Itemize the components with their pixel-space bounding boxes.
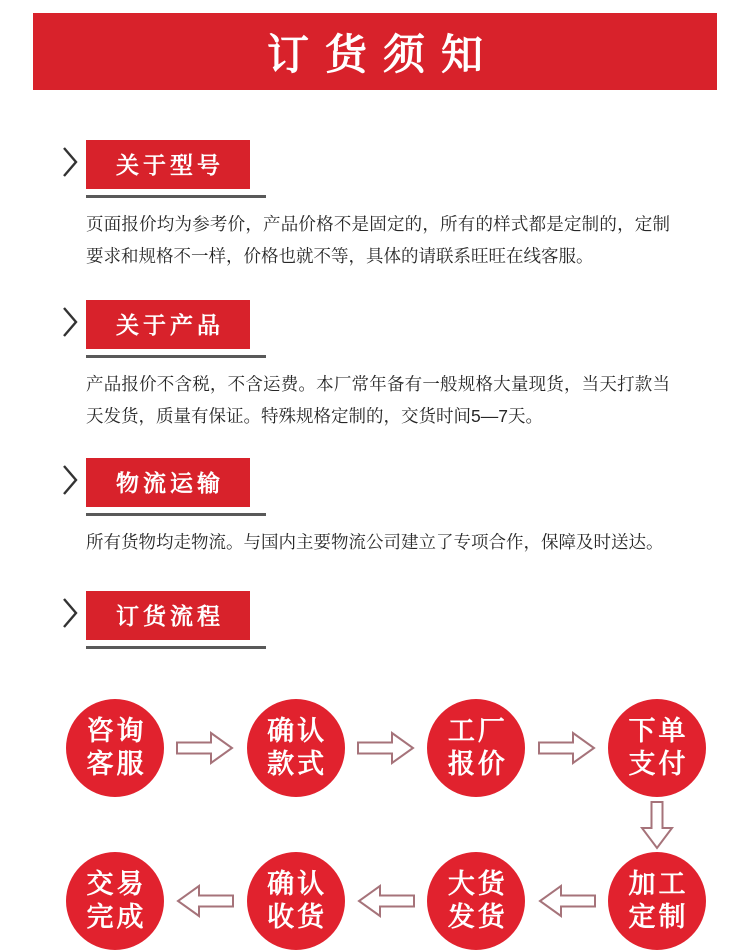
section-badge: 关于型号 [86,140,250,189]
section-product [62,300,750,432]
chevron-right-icon [62,142,80,182]
flow-step-deal-complete [66,852,164,950]
section-header [62,300,750,358]
page-title: 订货须知 [266,30,499,78]
flow-step-label: 咨询 [86,715,147,746]
order-notice-page [0,13,750,932]
flow-row-forward [66,699,706,797]
flow-step-confirm-style [247,699,345,797]
flow-step-label: 确认 [267,868,328,899]
section-body-text: 产品报价不含税，不含运费。本厂常年备有一般规格大量现货，当天打款当天发货，质量有保证。特殊规格定制的，交货时间5—7天。 [86,374,670,426]
section-header [62,458,750,516]
arrow-right-icon [356,728,416,768]
section-badge-underline [86,591,266,649]
flow-step-label: 报价 [447,748,508,779]
flow-step-bulk-ship [427,852,525,950]
flow-step-label: 大货 [447,868,508,899]
flow-step-label: 完成 [86,901,147,932]
arrow-left-icon [356,881,416,921]
section-badge: 订货流程 [86,591,250,640]
arrow-left-icon [175,881,235,921]
flow-connector [66,800,706,850]
section-logistics [62,458,750,559]
arrow-right-icon [537,728,597,768]
chevron-right-icon [62,302,80,342]
section-badge-underline [86,300,266,358]
section-badge: 物流运输 [86,458,250,507]
section-badge-underline [86,140,266,198]
arrow-left-icon [537,881,597,921]
flow-step-label: 款式 [267,748,328,779]
chevron-right-icon [62,460,80,500]
section-badge-underline [86,458,266,516]
section-body-text: 页面报价均为参考价，产品价格不是固定的，所有的样式都是定制的，定制要求和规格不一样，价格也就不等，具体的请联系旺旺在线客服。 [86,214,670,266]
flow-row-backward [66,852,706,950]
flow-step-label: 加工 [628,868,689,899]
arrow-right-icon [175,728,235,768]
flow-step-label: 确认 [267,715,328,746]
arrow-down-icon [637,800,677,850]
flow-step-label: 发货 [447,901,508,932]
section-badge: 关于产品 [86,300,250,349]
flow-step-confirm-receipt [247,852,345,950]
flow-step-factory-quote [427,699,525,797]
flow-step-consult [66,699,164,797]
flow-step-label: 定制 [628,901,689,932]
flow-step-label: 工厂 [447,715,508,746]
flow-step-label: 收货 [267,901,328,932]
flow-step-label: 下单 [628,715,689,746]
section-header [62,591,750,649]
order-flow-diagram [66,699,706,950]
flow-step-place-order [608,699,706,797]
section-process [62,591,750,649]
section-header [62,140,750,198]
section-body-text: 所有货物均走物流。与国内主要物流公司建立了专项合作，保障及时送达。 [86,532,664,552]
flow-step-label: 交易 [86,868,147,899]
page-title-banner [33,13,717,90]
section-model [62,140,750,272]
flow-step-label: 客服 [86,748,147,779]
flow-step-custom-produce [608,852,706,950]
flow-step-label: 支付 [628,748,689,779]
chevron-right-icon [62,593,80,633]
